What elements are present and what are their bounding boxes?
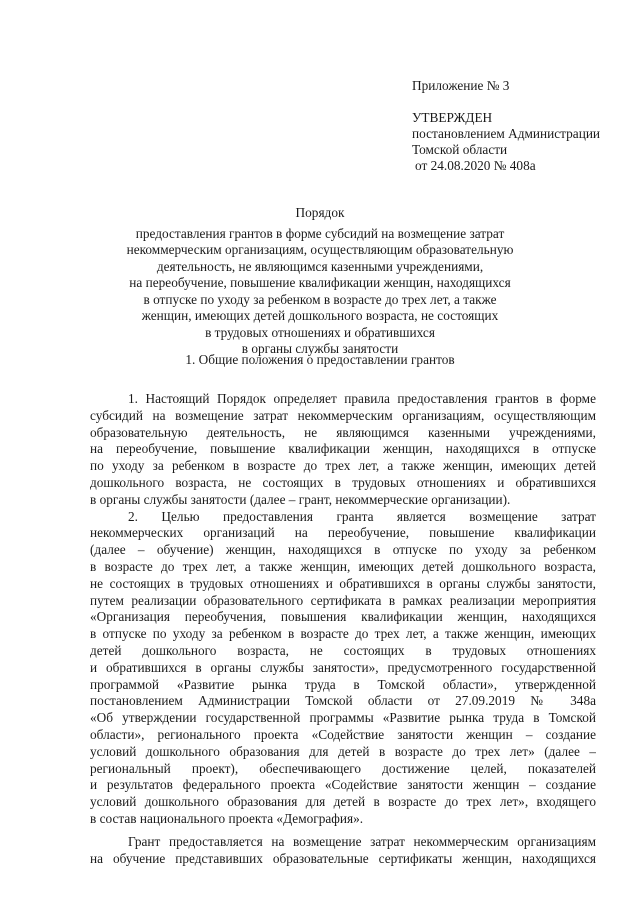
title-line: в отпуске по уходу за ребенком в возрасте до трех лет, а также — [143, 291, 497, 307]
paragraph-line: программой «Развитие рынка труда в Томской области», утвержденной — [90, 676, 596, 692]
paragraph-line: региональный проект), обеспечивающего достижение целей, показателей — [90, 760, 596, 776]
approval-line-1: постановлением Администрации — [412, 126, 601, 141]
paragraph-line: 1. Настоящий Порядок определяет правила предоставления грантов в форме — [128, 391, 596, 406]
approval-block — [412, 78, 600, 174]
paragraph-line: путем реализации образовательного сертификата в рамках реализации мероприятия — [90, 592, 596, 608]
paragraph-line: на обучение представивших образовательные сертификаты женщин, находящихся — [90, 850, 596, 866]
title-line: некоммерческим организациям, осуществляющим образовательную — [126, 242, 514, 257]
paragraph-line: и результатов федерального проекта «Содействие занятости женщин – создание — [90, 777, 596, 793]
paragraph-line: Грант предоставляется на возмещение затрат некоммерческим организациям — [128, 833, 596, 849]
title-line: в органы службы занятости — [241, 341, 399, 356]
paragraph-line: субсидий на возмещение затрат некоммерческим организациям, осуществляющим — [90, 407, 596, 423]
paragraph-line: дошкольного возраста, не состоящих в трудовых отношениях и обратившихся — [90, 474, 596, 490]
paragraph-line: «Организация переобучения, повышения квалификации женщин, находящихся — [90, 609, 596, 625]
document-title — [80, 205, 560, 358]
document-body — [90, 391, 596, 867]
spacer — [412, 94, 600, 110]
paragraph-line: в органы службы занятости (далее – грант, некоммерческие организации). — [90, 491, 511, 507]
section-heading: 1. Общие положения о предоставлении грантов — [185, 352, 455, 367]
title-line: в трудовых отношениях и обратившихся — [205, 324, 435, 340]
paragraph-line: в состав национального проекта «Демография». — [90, 810, 364, 826]
paragraph-line: образовательную деятельность, не являющимся казенными учреждениями, — [90, 424, 596, 440]
approval-line-3: от 24.08.2020 № 408а — [415, 158, 536, 173]
paragraph-line: 2. Целью предоставления гранта является возмещение затрат — [128, 508, 596, 524]
paragraph-line: по уходу за ребенком в возрасте до трех лет, а также женщин, имеющих детей — [90, 458, 596, 474]
approved-label: УТВЕРЖДЕН — [412, 110, 493, 125]
approval-line-2: Томской области — [412, 142, 508, 157]
paragraph-line: некоммерческих организаций на переобучение, повышение квалификации — [90, 525, 596, 541]
title-line: деятельность, не являющимся казенными учреждениями, — [156, 258, 484, 274]
paragraph-line: области», регионального проекта «Содействие занятости женщин – создание — [90, 726, 596, 742]
paragraph-line: в возрасте до трех лет, а также женщин, имеющих детей дошкольного возраста, — [90, 558, 596, 574]
paragraph-line: не состоящих в трудовых отношениях и обратившихся в органы службы занятости, — [90, 575, 596, 591]
appendix-label: Приложение № 3 — [412, 78, 510, 93]
paragraph-line: в отпуске по уходу за ребенком в возрасте до трех лет, а также женщин, имеющих — [90, 626, 596, 642]
paragraph-line: условий дошкольного образования для детей в возрасте до трех лет», входящего — [90, 794, 596, 810]
title-line: Порядок — [295, 205, 345, 220]
paragraph-line: условий дошкольного образования для детей в возрасте до трех лет» (далее – — [90, 743, 596, 759]
paragraph-line: (далее – обучение) женщин, находящихся в отпуске по уходу за ребенком — [90, 542, 596, 558]
paragraph-line: детей дошкольного возраста, не состоящих в трудовых отношениях — [90, 642, 596, 658]
paragraph-line: на переобучение, повышение квалификации женщин, находящихся в отпуске — [90, 441, 596, 457]
paragraph-line: постановлением Администрации Томской области от 27.09.2019 № 348а — [90, 693, 596, 709]
paragraph-line: и обратившихся в органы службы занятости», предусмотренного государственной — [90, 659, 596, 675]
title-line: женщин, имеющих детей дошкольного возраста, не состоящих — [141, 308, 499, 323]
paragraph-line: «Об утверждении государственной программы «Развитие рынка труда в Томской — [90, 710, 596, 726]
title-line: предоставления грантов в форме субсидий на возмещение затрат — [135, 225, 505, 241]
title-line: на переобучение, повышение квалификации женщин, находящихся — [129, 275, 511, 290]
